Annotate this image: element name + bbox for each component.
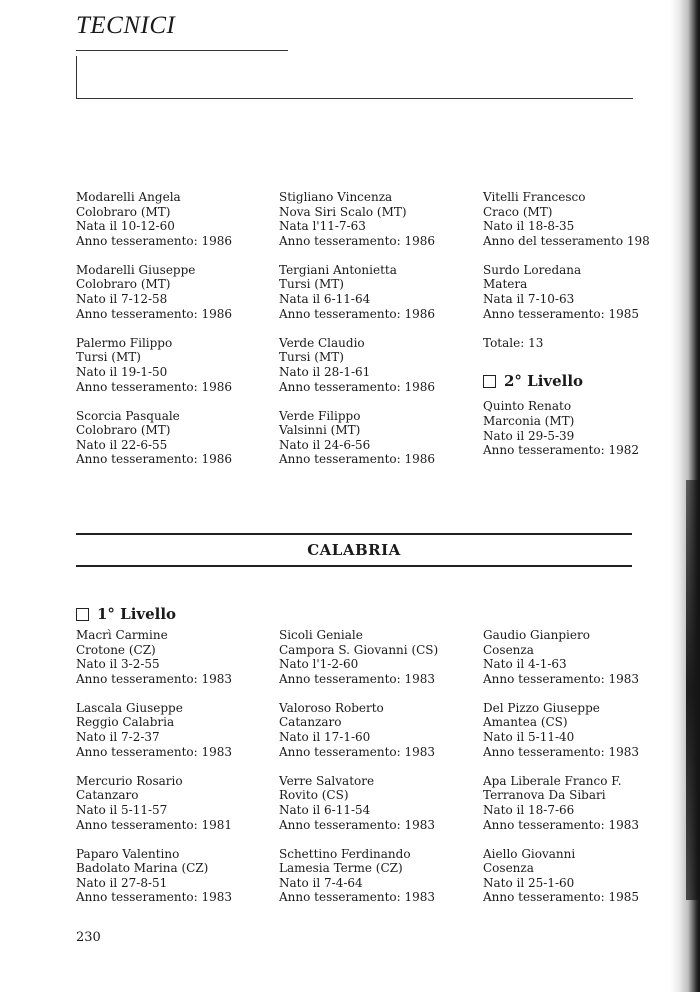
person-entry [483,263,683,321]
level-1-column-2 [279,628,479,920]
person-entry [76,263,276,321]
person-entry [279,628,479,686]
entry-place: Catanzaro [76,788,139,803]
person-entry [483,847,683,905]
entry-name: Quinto Renato [483,399,572,414]
entry-name: Mercurio Rosario [76,773,183,788]
entry-name: Modarelli Giuseppe [76,262,196,277]
entry-place: Valsinni (MT) [279,423,361,438]
person-entry [483,190,683,248]
entry-place: Matera [483,277,528,292]
entry-membership: Anno tesseramento: 1983 [279,890,436,905]
entry-membership: Anno del tesseramento 198 [483,233,650,248]
person-entry [483,399,683,457]
person-entry [279,701,479,759]
entry-membership: Anno tesseramento: 1983 [279,817,436,832]
top-column-3-entries [483,190,683,321]
page-number: 230 [76,930,101,945]
entry-name: Aiello Giovanni [483,846,576,861]
level-1-label: 1° Livello [97,605,177,623]
entry-name: Sicoli Geniale [279,628,363,642]
entry-name: Schettino Ferdinando [279,846,411,861]
checkbox-icon [483,375,496,388]
entry-place: Badolato Marina (CZ) [76,861,209,876]
entry-place: Craco (MT) [483,204,553,219]
page-title: TECNICI [76,12,176,39]
top-column-3 [483,190,683,472]
entry-place: Lamesia Terme (CZ) [279,861,403,876]
top-column-1 [76,190,276,482]
entry-membership: Anno tesseramento: 1986 [76,233,233,248]
entry-name: Vitelli Francesco [483,190,586,204]
person-entry [279,336,479,394]
checkbox-icon [76,608,89,621]
entry-born: Nato il 17-1-60 [279,730,371,745]
entry-born: Nato il 3-2-55 [76,657,160,672]
entry-membership: Anno tesseramento: 1983 [483,671,640,686]
entry-membership: Anno tesseramento: 1986 [76,452,233,467]
entry-membership: Anno tesseramento: 1983 [483,817,640,832]
entry-born: Nato il 5-11-57 [76,802,168,817]
level-1-column-1 [76,628,276,920]
entry-place: Tursi (MT) [279,350,344,365]
entry-place: Nova Siri Scalo (MT) [279,204,407,219]
entry-place: Colobraro (MT) [76,277,171,292]
person-entry [279,263,479,321]
entry-name: Surdo Loredana [483,262,582,277]
entry-membership: Anno tesseramento: 1983 [483,744,640,759]
entry-name: Macrì Carmine [76,628,168,642]
person-entry [279,409,479,467]
top-column-2 [279,190,479,482]
entry-place: Crotone (CZ) [76,642,156,657]
entry-name: Tergiani Antonietta [279,262,397,277]
entry-born: Nato il 18-7-66 [483,802,575,817]
entry-name: Palermo Filippo [76,335,173,350]
entry-born: Nato il 5-11-40 [483,730,575,745]
person-entry [279,847,479,905]
entry-membership: Anno tesseramento: 1981 [76,817,233,832]
entry-membership: Anno tesseramento: 1986 [76,306,233,321]
entry-place: Campora S. Giovanni (CS) [279,642,439,657]
entry-membership: Anno tesseramento: 1983 [76,671,233,686]
entry-born: Nato il 27-8-51 [76,875,168,890]
entry-born: Nato il 28-1-61 [279,364,371,379]
level-1-column-3 [483,628,683,920]
entry-membership: Anno tesseramento: 1983 [76,890,233,905]
person-entry [483,774,683,832]
entry-membership: Anno tesseramento: 1983 [279,671,436,686]
entry-membership: Anno tesseramento: 1983 [76,744,233,759]
entry-born: Nata l'11-7-63 [279,219,366,234]
person-entry [483,701,683,759]
entry-name: Valoroso Roberto [279,700,384,715]
entry-membership: Anno tesseramento: 1982 [483,443,640,458]
entry-born: Nata il 6-11-64 [279,292,371,307]
entry-place: Catanzaro [279,715,342,730]
entry-place: Colobraro (MT) [76,423,171,438]
person-entry [76,774,276,832]
entry-membership: Anno tesseramento: 1985 [483,306,640,321]
entry-name: Del Pizzo Giuseppe [483,700,600,715]
entry-born: Nato il 4-1-63 [483,657,567,672]
entry-place: Terranova Da Sibari [483,788,606,803]
person-entry [76,190,276,248]
title-box [76,56,633,99]
entry-born: Nato il 18-8-35 [483,219,575,234]
entry-born: Nato il 29-5-39 [483,428,575,443]
entry-place: Marconia (MT) [483,413,575,428]
region-rule-top [76,533,632,535]
entry-born: Nato l'1-2-60 [279,657,359,672]
entry-name: Lascala Giuseppe [76,700,183,715]
entry-born: Nato il 7-4-64 [279,875,363,890]
entry-place: Amantea (CS) [483,715,568,730]
entry-place: Cosenza [483,861,534,876]
entry-name: Verde Claudio [279,335,365,350]
entry-place: Rovito (CS) [279,788,349,803]
person-entry [483,628,683,686]
entry-born: Nato il 22-6-55 [76,437,168,452]
entry-name: Paparo Valentino [76,846,180,861]
entry-place: Reggio Calabria [76,715,175,730]
entry-born: Nato il 24-6-56 [279,437,371,452]
entry-name: Stigliano Vincenza [279,190,393,204]
entry-born: Nata il 10-12-60 [76,219,175,234]
entry-place: Tursi (MT) [279,277,344,292]
scan-edge-binding [686,480,700,900]
person-entry [76,336,276,394]
region-rule-bottom [76,565,632,567]
entry-name: Apa Liberale Franco F. [483,773,622,788]
entry-membership: Anno tesseramento: 1983 [279,744,436,759]
entry-place: Colobraro (MT) [76,204,171,219]
entry-name: Modarelli Angela [76,190,181,204]
entry-place: Cosenza [483,642,534,657]
entry-membership: Anno tesseramento: 1986 [279,452,436,467]
level-2-heading [483,372,683,390]
person-entry [76,847,276,905]
level-2-label: 2° Livello [504,372,584,391]
entry-born: Nato il 7-12-58 [76,292,168,307]
total-count: Totale: 13 [483,335,544,350]
entry-born: Nato il 6-11-54 [279,802,371,817]
entry-born: Nato il 25-1-60 [483,875,575,890]
region-title: CALABRIA [307,541,401,559]
person-entry [76,628,276,686]
title-rule [76,50,288,51]
person-entry [76,701,276,759]
level-1-heading [76,605,176,623]
entry-membership: Anno tesseramento: 1986 [279,306,436,321]
level-2-entries [483,399,683,457]
person-entry [279,190,479,248]
entry-membership: Anno tesseramento: 1986 [279,233,436,248]
entry-place: Tursi (MT) [76,350,141,365]
entry-name: Gaudio Gianpiero [483,628,590,642]
person-entry [279,774,479,832]
entry-name: Verre Salvatore [279,773,375,788]
entry-name: Scorcia Pasquale [76,408,180,423]
entry-membership: Anno tesseramento: 1986 [76,379,233,394]
entry-membership: Anno tesseramento: 1985 [483,890,640,905]
entry-born: Nato il 7-2-37 [76,730,160,745]
entry-name: Verde Filippo [279,408,361,423]
person-entry [76,409,276,467]
entry-born: Nato il 19-1-50 [76,364,168,379]
entry-membership: Anno tesseramento: 1986 [279,379,436,394]
entry-born: Nata il 7-10-63 [483,292,575,307]
